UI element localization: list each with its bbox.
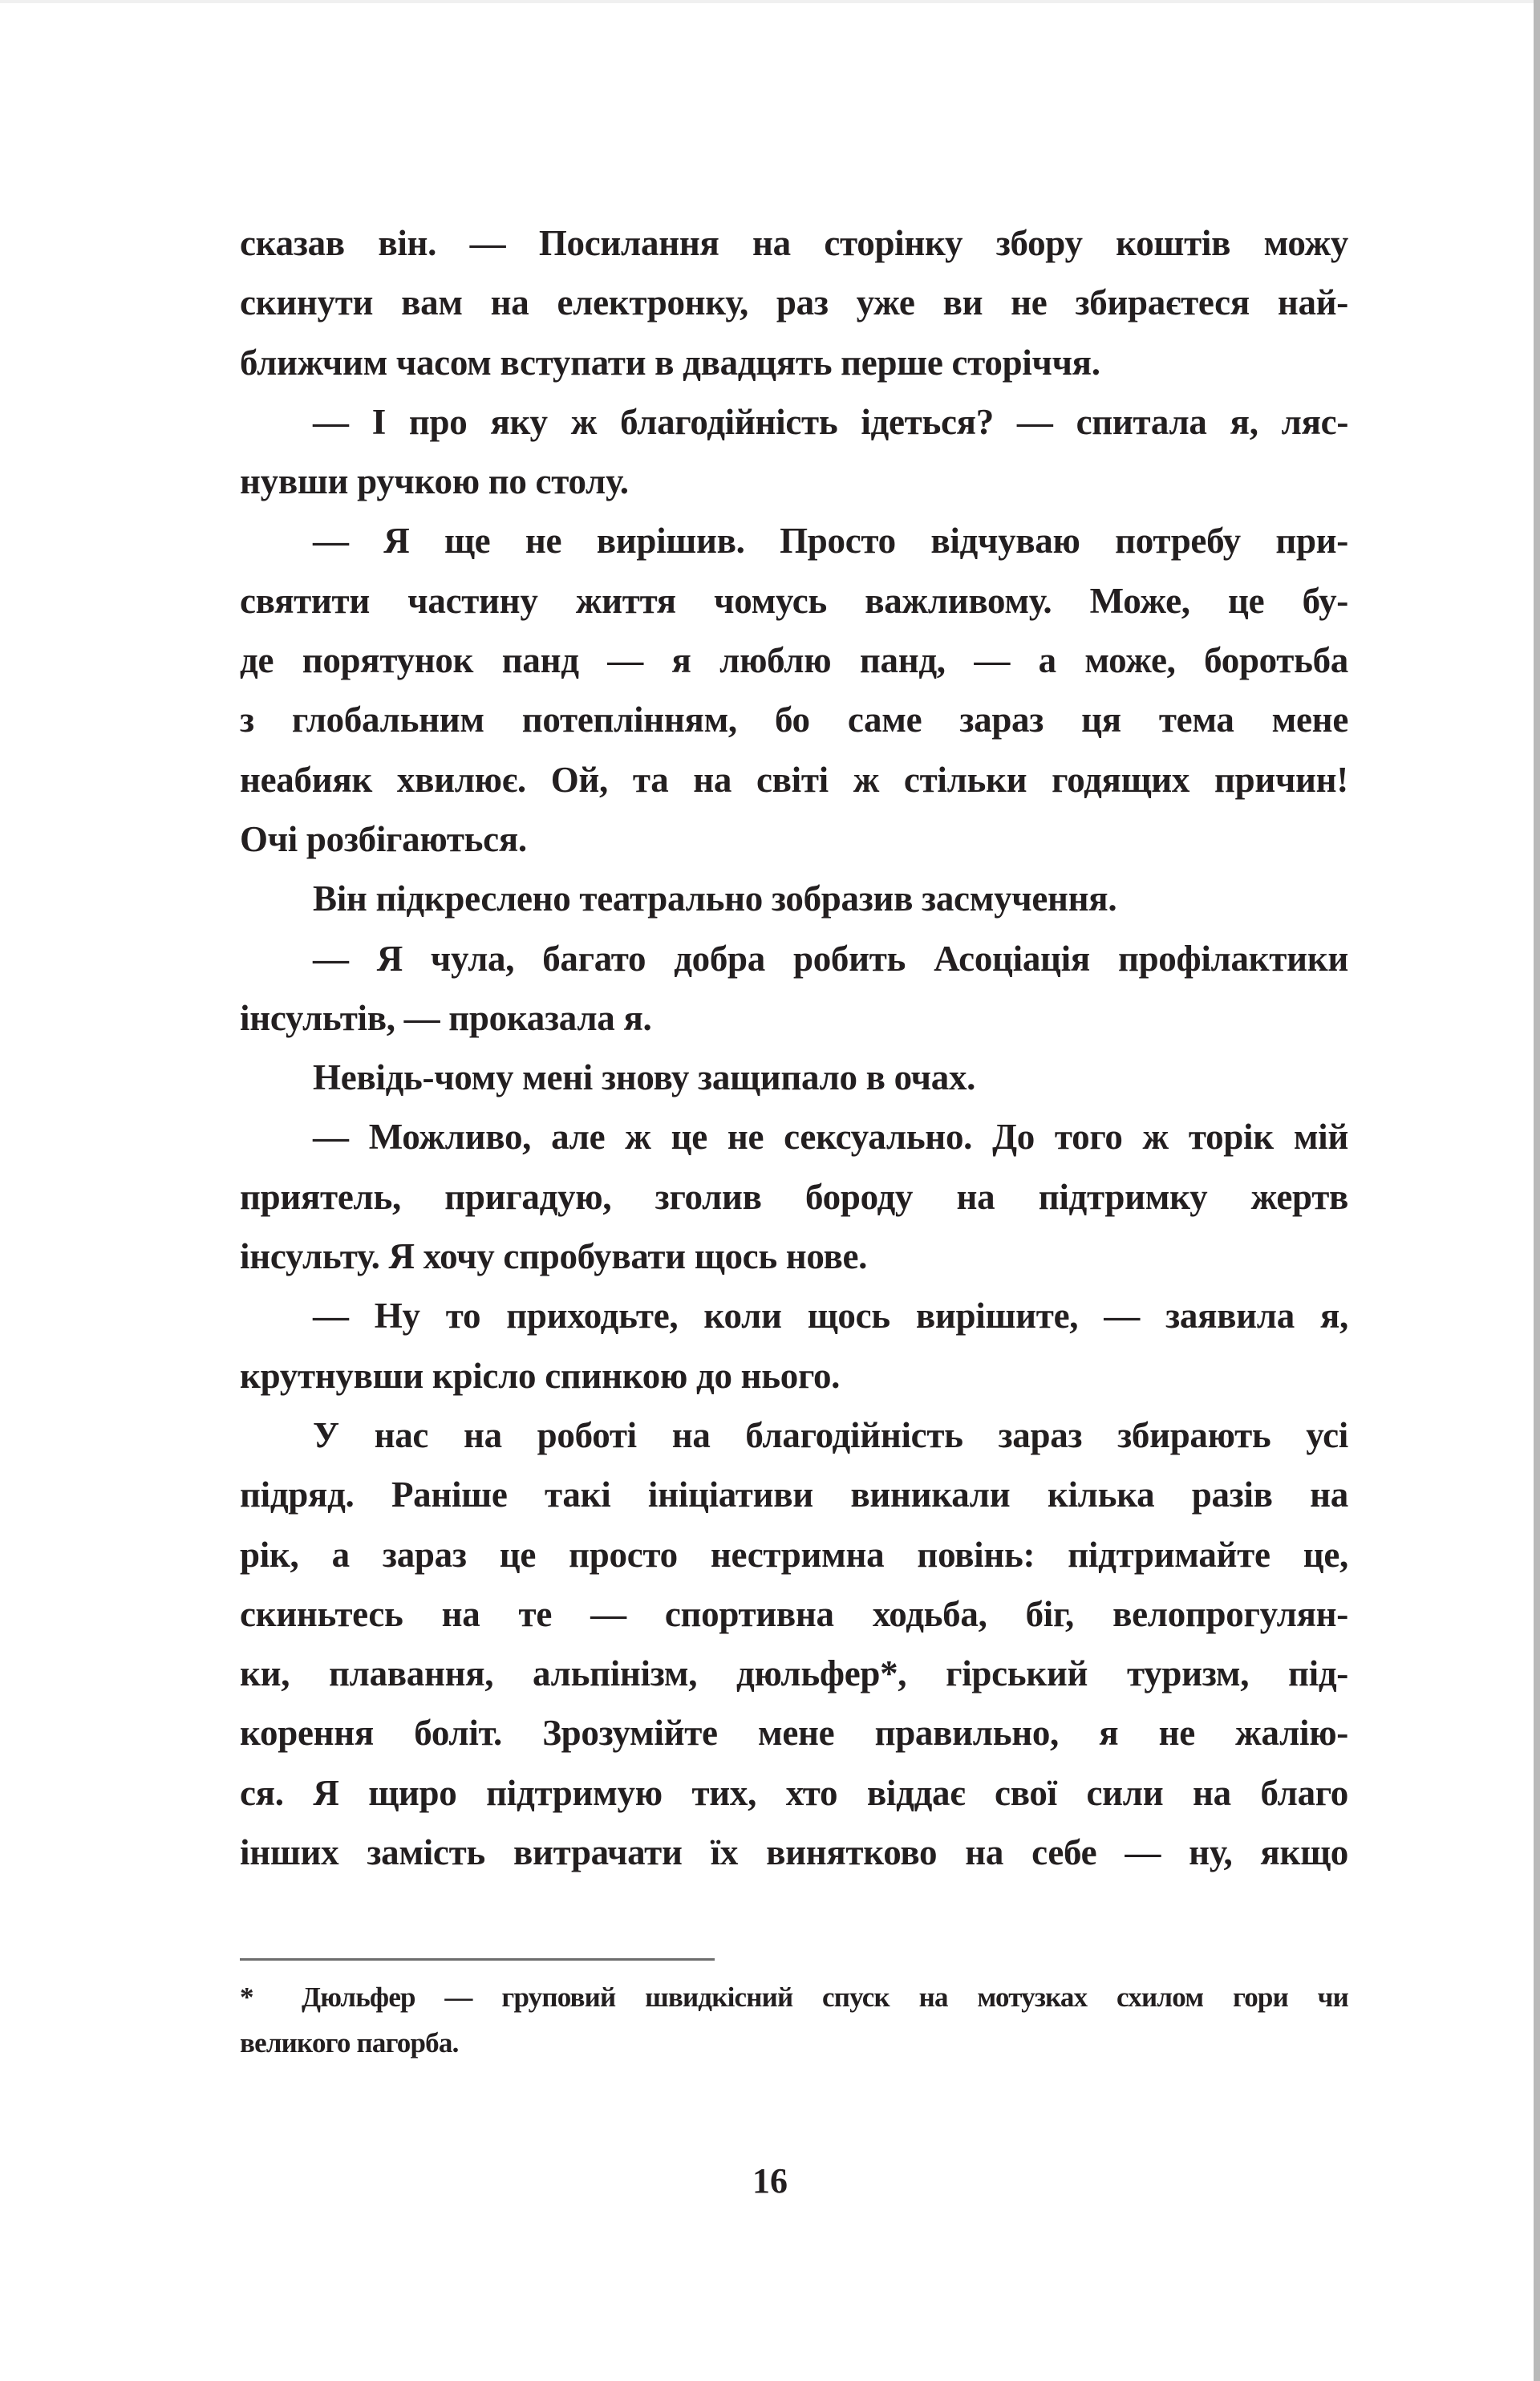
text-line: У нас на роботі на благодійність зараз збирають усі <box>313 1414 1348 1455</box>
text-line: крутнувши крісло спинкою до нього. <box>240 1355 841 1396</box>
paragraph <box>240 929 1348 1049</box>
paragraph <box>240 1048 1348 1107</box>
text-line: сказав він. — Посилання на сторінку збору коштів можу <box>240 223 1348 263</box>
text-line: скиньтесь на те — спортивна ходьба, біг, велопрогулян- <box>240 1593 1348 1634</box>
footnote-separator <box>240 1958 715 1961</box>
paragraph <box>240 511 1348 869</box>
footnote-text-line: Дюльфер — груповий швидкісний спуск на мотузках схилом гори чи <box>302 1981 1348 2013</box>
page-number: 16 <box>752 2161 788 2200</box>
paragraph <box>240 1405 1348 1882</box>
text-line: інсультів, — проказала я. <box>240 997 652 1038</box>
text-line: приятель, пригадую, зголив бороду на підтримку жертв <box>240 1176 1348 1217</box>
paragraph <box>240 1107 1348 1286</box>
text-line: нувши ручкою по столу. <box>240 461 629 502</box>
text-line: Невідь-чому мені знову защипало в очах. <box>313 1057 976 1098</box>
text-line: Очі розбігаються. <box>240 818 527 859</box>
text-line: інших замість витрачати їх винятково на себе — ну, якщо <box>240 1832 1348 1873</box>
text-line: неабияк хвилює. Ой, та на світі ж стільки годящих причин! <box>240 759 1348 800</box>
text-line: — Можливо, але ж це не сексуально. До того ж торік мій <box>313 1117 1348 1158</box>
text-line: з глобальним потеплінням, бо саме зараз ця тема мене <box>240 700 1348 740</box>
text-line: ся. Я щиро підтримую тих, хто віддає свої сили на благо <box>240 1772 1348 1813</box>
text-line: святити частину життя чомусь важливому. Може, це бу- <box>240 580 1348 621</box>
text-line: Він підкреслено театрально зобразив засмучення. <box>313 878 1117 919</box>
text-line: інсульту. Я хочу спробувати щось нове. <box>240 1236 868 1277</box>
footnote-text-line: великого пагорба. <box>240 2027 459 2059</box>
footnote-marker: * <box>240 1981 253 2013</box>
text-line: — Ну то приходьте, коли щось вирішите, — заявила я, <box>313 1296 1348 1337</box>
paragraph <box>240 869 1348 928</box>
text-line: — І про яку ж благодійність ідеться? — спитала я, ляс- <box>313 401 1348 442</box>
body-text <box>240 213 1348 1882</box>
text-line: — Я чула, багато добра робить Асоціація профілактики <box>313 938 1348 979</box>
footnote <box>240 1981 1348 2014</box>
text-line: ближчим часом вступати в двадцять перше сторіччя. <box>240 342 1100 383</box>
paragraph <box>240 213 1348 392</box>
page-edge <box>1534 0 1540 2381</box>
text-line: ки, плавання, альпінізм, дюльфер*, гірський туризм, під- <box>240 1653 1348 1694</box>
text-line: рік, а зараз це просто нестримна повінь: підтримайте це, <box>240 1534 1348 1575</box>
text-line: — Я ще не вирішив. Просто відчуваю потребу при- <box>313 521 1348 562</box>
text-line: скинути вам на електронку, раз уже ви не збираєтеся най- <box>240 282 1348 323</box>
text-line: де порятунок панд — я люблю панд, — а може, боротьба <box>240 640 1348 681</box>
text-line: корення боліт. Зрозумійте мене правильно, я не жалію- <box>240 1713 1348 1754</box>
paragraph <box>240 1286 1348 1405</box>
text-line: підряд. Раніше такі ініціативи виникали кілька разів на <box>240 1474 1348 1515</box>
paragraph <box>240 392 1348 512</box>
page-top-shade <box>0 0 1534 3</box>
